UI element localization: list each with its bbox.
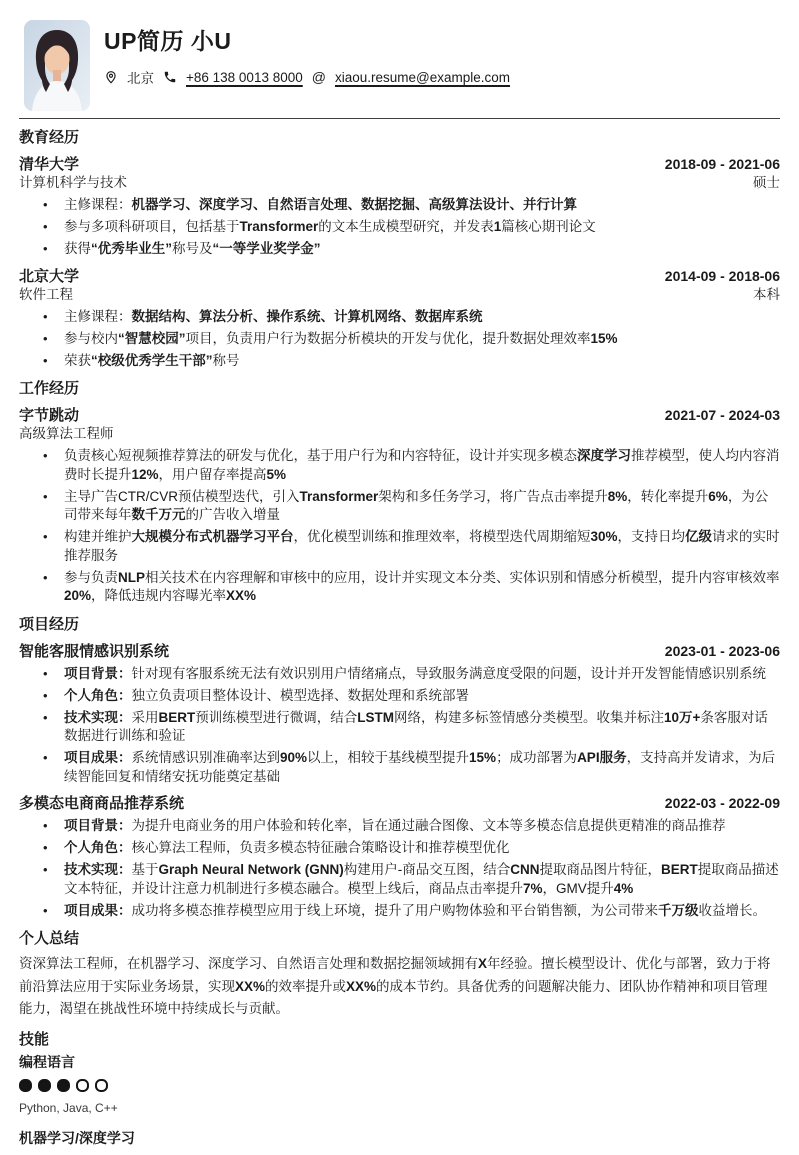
bullet-list	[19, 817, 780, 920]
section-education	[19, 129, 780, 370]
section-title-work: 工作经历	[19, 380, 80, 397]
entry-sub	[19, 174, 780, 192]
entry-sub	[19, 425, 780, 443]
phone-icon	[163, 70, 177, 84]
skill-level-dot	[19, 1079, 32, 1092]
bullet-list	[19, 665, 780, 787]
phone-link[interactable]: +86 138 0013 8000	[186, 69, 303, 85]
location-text: 北京	[127, 71, 154, 86]
skill-level-dot	[38, 1079, 51, 1092]
avatar-photo-illustration	[24, 20, 90, 111]
school-name: 北京大学	[19, 267, 80, 285]
entry-period: 2021-07 - 2024-03	[664, 407, 780, 423]
avatar	[24, 20, 90, 111]
education-entry	[19, 267, 780, 371]
project-entry	[19, 642, 780, 787]
entry-head	[19, 794, 780, 813]
degree: 硕士	[753, 175, 780, 190]
skill-group	[19, 1129, 780, 1155]
bullet-item: • 主导广告CTR/CVR预估模型迭代，引入Transformer架构和多任务学习，将广告点击率提升8%，转化率提升6%，为公司带来每年数千万元的广告收入增量	[42, 488, 780, 525]
bullet-item: • 参与负责NLP相关技术在内容理解和审核中的应用，设计并实现文本分类、实体识别和情感分析模型，提升内容审核效率20%，降低违规内容曝光率XX%	[42, 569, 780, 606]
skill-level-dot	[57, 1079, 70, 1092]
entry-sub	[19, 286, 780, 304]
bullet-item: • 荣获“校级优秀学生干部”称号	[42, 352, 780, 371]
bullet-item: • 技术实现：基于Graph Neural Network (GNN)构建用户-商品交互图，结合CNN提取商品图片特征，BERT提取商品描述文本特征，并设计注意力机制进行多模态融合。模型上线后，商品点击率提升7%，GMV提升4%	[42, 861, 780, 898]
email-link[interactable]: xiaou.resume@example.com	[334, 69, 510, 85]
entry-head	[19, 155, 780, 174]
entry-period: 2023-01 - 2023-06	[664, 642, 780, 659]
section-title-projects: 项目经历	[19, 615, 80, 633]
bullet-item: • 项目背景：针对现有客服系统无法有效识别用户情绪痛点，导致服务满意度受限的问题，设计并开发智能情感识别系统	[42, 665, 780, 684]
summary-paragraph: 资深算法工程师，在机器学习、深度学习、自然语言处理和数据挖掘领域拥有X年经验。擅长模型设计、优化与部署，致力于将前沿算法应用于实际业务场景，实现XX%的效率提升或XX%的成本节约。具备优秀的问题解决能力、团队协作精神和项目管理能力，渴望在挑战性环境中持续成长与贡献。	[19, 956, 771, 1016]
section-skills	[19, 1031, 780, 1155]
bullet-list	[19, 196, 780, 259]
contact-row	[104, 67, 510, 87]
section-projects	[19, 616, 780, 921]
entry-period: 2014-09 - 2018-06	[664, 267, 780, 284]
section-title-education: 教育经历	[19, 129, 80, 146]
bullet-item: • 项目背景：为提升电商业务的用户体验和转化率，旨在通过融合图像、文本等多模态信息提供更精准的商品推荐	[42, 817, 780, 836]
bullet-item: • 个人角色：核心算法工程师，负责多模态特征融合策略设计和推荐模型优化	[42, 839, 780, 858]
bullet-item: • 项目成果：成功将多模态推荐模型应用于线上环境，提升了用户购物体验和平台销售额，为公司带来千万级收益增长。	[42, 902, 780, 921]
bullet-item: • 参与多项科研项目，包括基于Transformer的文本生成模型研究，并发表1篇核心期刊论文	[42, 218, 780, 237]
header-divider	[19, 118, 780, 119]
bullet-item: • 个人角色：独立负责项目整体设计、模型选择、数据处理和系统部署	[42, 687, 780, 706]
skill-group-name: 编程语言	[19, 1053, 75, 1070]
degree: 本科	[753, 286, 780, 302]
bullet-item: • 项目成果：系统情感识别准确率达到90%以上，相较于基线模型提升15%；成功部署为API服务，支持高并发请求，为后续智能回复和情绪安抚功能奠定基础	[42, 749, 780, 786]
candidate-name: UP简历 小U	[104, 28, 232, 54]
bullet-item: • 主修课程：机器学习、深度学习、自然语言处理、数据挖掘、高级算法设计、并行计算	[42, 196, 780, 215]
job-title: 高级算法工程师	[19, 426, 114, 441]
project-entry	[19, 794, 780, 920]
skill-level-dot	[76, 1079, 89, 1092]
major: 软件工程	[19, 286, 73, 302]
skill-detail: Python, Java, C++	[19, 1100, 118, 1115]
location-pin-icon	[104, 70, 118, 85]
entry-period: 2022-03 - 2022-09	[664, 795, 780, 811]
bullet-item: • 技术实现：采用BERT预训练模型进行微调，结合LSTM网络，构建多标签情感分类模型。收集并标注10万+条客服对话数据进行训练和验证	[42, 709, 780, 746]
bullet-list	[19, 447, 780, 606]
project-name: 智能客服情感识别系统	[19, 642, 170, 660]
bullet-item: • 获得“优秀毕业生”称号及“一等学业奖学金”	[42, 240, 780, 259]
school-name: 清华大学	[19, 156, 80, 173]
entry-period: 2018-09 - 2021-06	[664, 156, 780, 172]
section-title-summary: 个人总结	[19, 930, 80, 947]
education-entry	[19, 155, 780, 259]
resume-header	[24, 20, 780, 111]
section-title-skills: 技能	[19, 1030, 50, 1048]
section-work	[19, 380, 780, 606]
bullet-list	[19, 308, 780, 371]
at-icon: @	[311, 69, 326, 85]
work-entry	[19, 406, 780, 606]
project-name: 多模态电商商品推荐系统	[19, 795, 185, 812]
entry-head	[19, 406, 780, 425]
skill-level-dot	[95, 1079, 108, 1092]
header-info	[104, 20, 510, 111]
skill-level-dots	[19, 1079, 780, 1092]
skill-group-name: 机器学习/深度学习	[19, 1129, 135, 1146]
section-summary	[19, 930, 780, 1021]
entry-head	[19, 642, 780, 661]
major: 计算机科学与技术	[19, 175, 127, 190]
skill-group	[19, 1053, 780, 1116]
entry-head	[19, 267, 780, 286]
bullet-item: • 主修课程：数据结构、算法分析、操作系统、计算机网络、数据库系统	[42, 308, 780, 327]
bullet-item: • 构建并维护大规模分布式机器学习平台，优化模型训练和推理效率，将模型迭代周期缩短30%，支持日均亿级请求的实时推荐服务	[42, 528, 780, 565]
bullet-item: • 参与校内“智慧校园”项目，负责用户行为数据分析模块的开发与优化，提升数据处理效率15%	[42, 330, 780, 349]
bullet-item: • 负责核心短视频推荐算法的研发与优化，基于用户行为和内容特征，设计并实现多模态深度学习推荐模型，使人均内容消费时长提升12%，用户留存率提高5%	[42, 447, 780, 484]
company-name: 字节跳动	[19, 407, 80, 424]
